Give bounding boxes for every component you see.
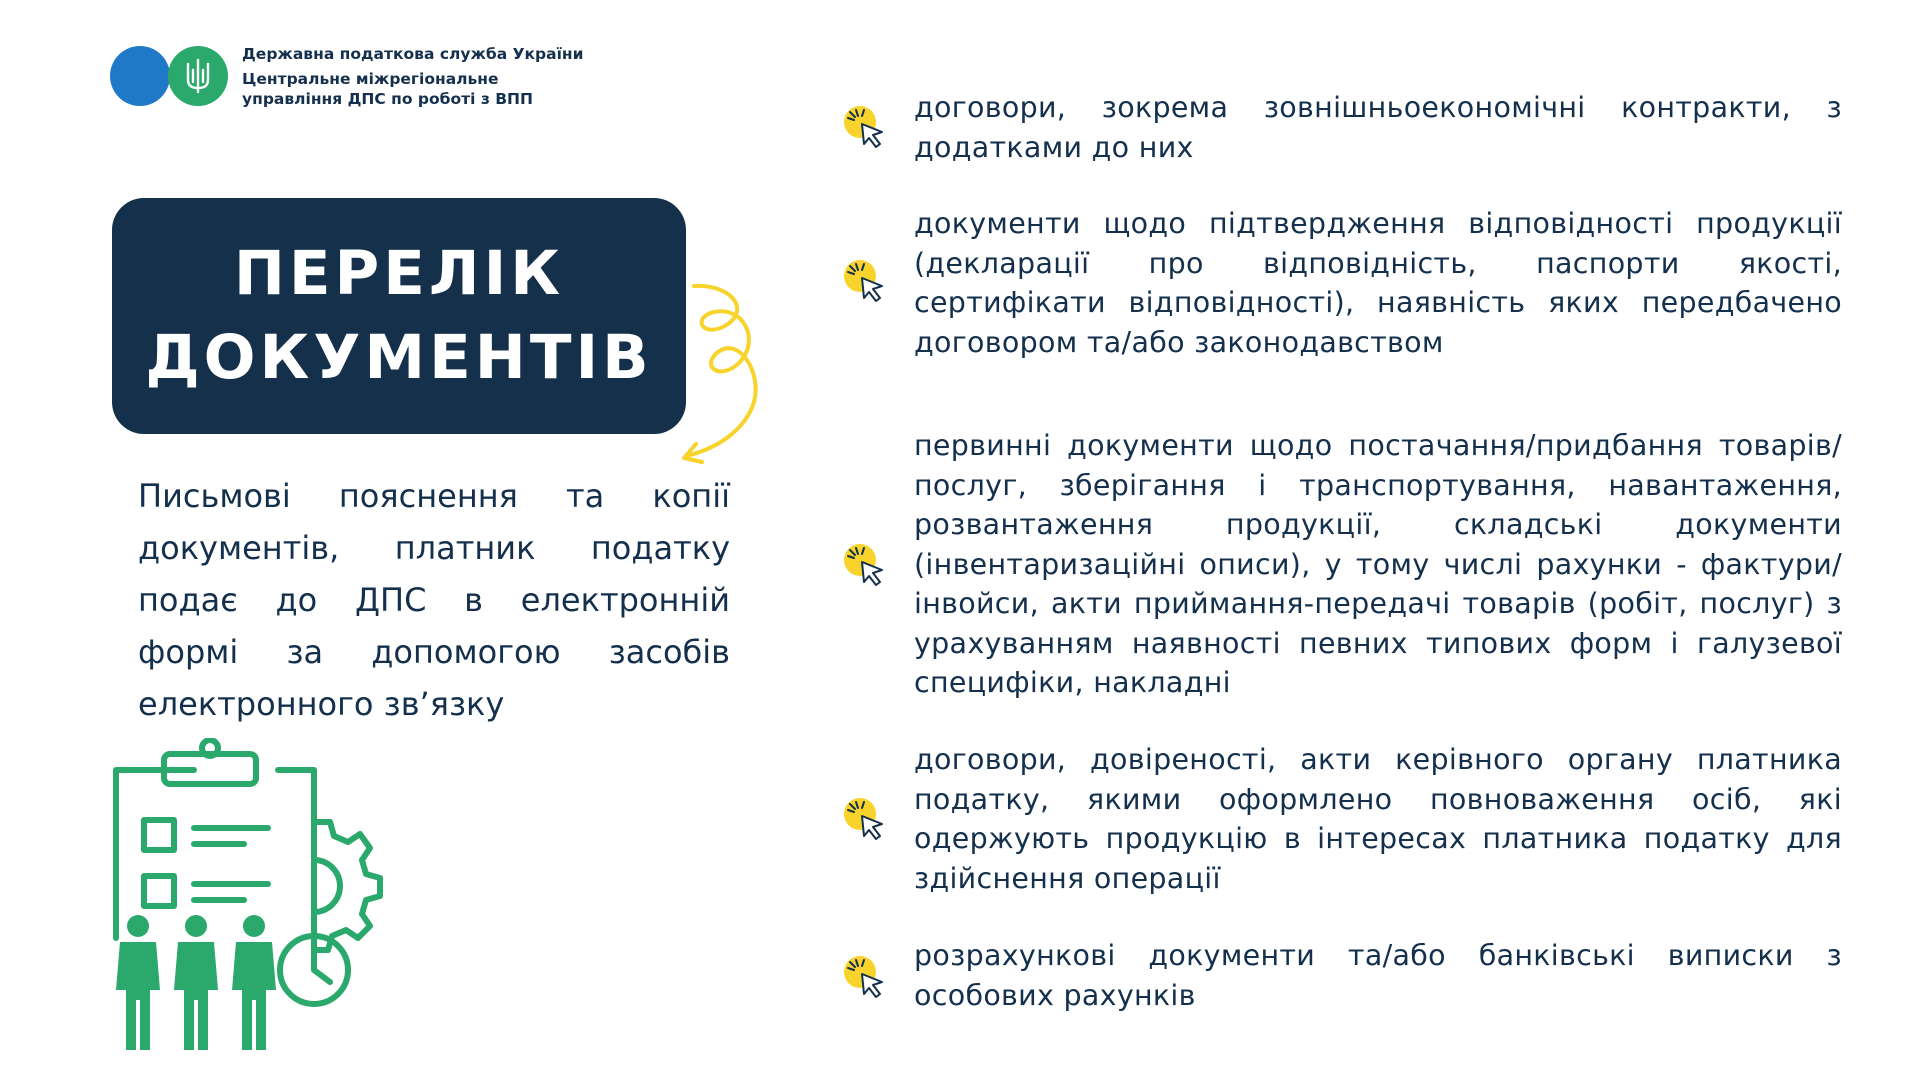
list-item: договори, зокрема зовнішньоекономічні контракти, з додатками до них	[914, 91, 1842, 164]
list-item: договори, довіреності, акти керівного органу платника податку, якими оформлено повноваження осіб, які одержують продукцію в інтересах платника податку для здійснення операції	[914, 743, 1842, 895]
intro-paragraph: Письмові пояснення та копії документів, платник податку подає до ДПС в електронній формі за допомогою засобів електронного зв’язку	[138, 477, 730, 723]
org-line-2: Центральне міжрегіональне	[242, 70, 499, 88]
cursor-click-icon	[842, 796, 894, 844]
list-item: документи щодо підтвердження відповідності продукції (декларації про відповідність, паспорти якості, сертифікати відповідності), наявність яких передбачено договором та/або законодавством	[914, 207, 1842, 359]
org-line-1: Державна податкова служба України	[242, 45, 584, 63]
dps-logo	[110, 44, 234, 106]
list-item: розрахункові документи та/або банківські виписки з особових рахунків	[914, 939, 1842, 1012]
title-line-2: ДОКУМЕНТІВ	[145, 322, 653, 393]
title-line-1: ПЕРЕЛІК	[233, 238, 565, 309]
trident-icon	[182, 58, 214, 94]
organization-name	[242, 44, 583, 109]
logo-blue-circle	[110, 46, 170, 106]
cursor-click-icon	[842, 954, 894, 1002]
clipboard-team-gear-clock-icon	[108, 738, 388, 1058]
cursor-click-icon	[842, 258, 894, 306]
yellow-squiggle-arrow	[670, 278, 762, 470]
title-box	[112, 198, 686, 434]
cursor-click-icon	[842, 104, 894, 152]
org-line-3: управління ДПС по роботі з ВПП	[242, 90, 533, 108]
cursor-click-icon	[842, 542, 894, 590]
list-item: первинні документи щодо постачання/придбання товарів/послуг, зберігання і транспортування, навантаження, розвантаження продукції, складські документи (інвентаризаційні описи), у тому числі рахунки - фактури/інвойси, акти приймання-передачі товарів (робіт, послуг) з урахуванням наявності певних типових форм і галузевої специфіки, накладні	[914, 429, 1842, 699]
